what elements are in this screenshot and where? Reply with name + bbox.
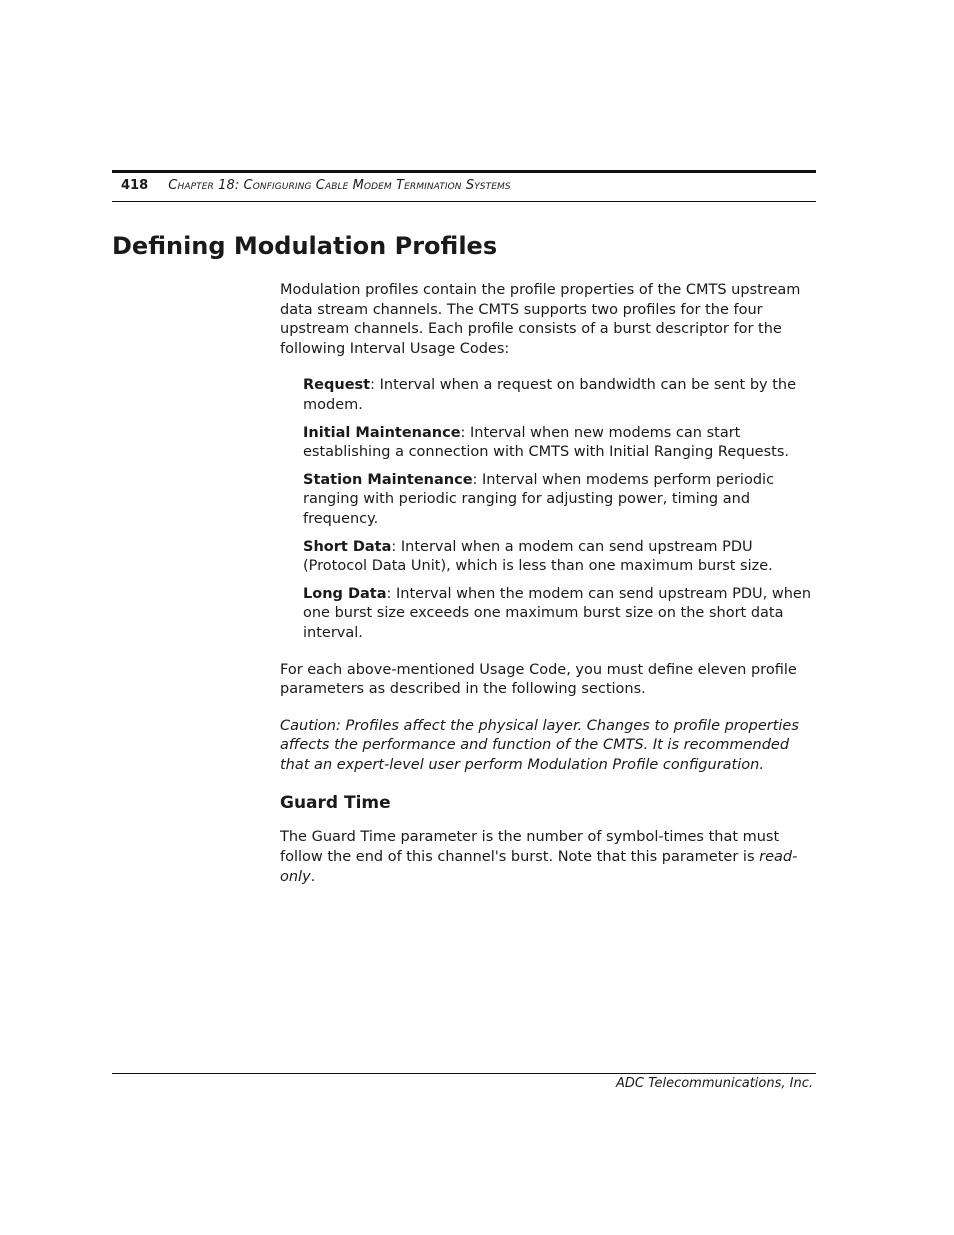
usage-code-description: : Interval when modems perform periodic ranging with periodic ranging for adjusting power, timing and frequency. bbox=[303, 471, 775, 527]
section-title: Defining Modulation Profiles bbox=[112, 232, 498, 260]
usage-code-term: Station Maintenance bbox=[303, 471, 473, 488]
chapter-title: Chapter 18: Configuring Cable Modem Termination Systems bbox=[168, 178, 511, 193]
caution-note: Caution: Profiles affect the physical layer. Changes to profile properties affects the performance and function of the CMTS. It is recommended that an expert-level user perform Modulation Profile configuration. bbox=[280, 717, 799, 773]
footer-rule bbox=[112, 1073, 816, 1074]
body-column bbox=[280, 281, 820, 887]
running-header bbox=[121, 178, 511, 194]
list-item bbox=[303, 376, 820, 415]
usage-code-list bbox=[303, 376, 820, 643]
footer-company: ADC Telecommunications, Inc. bbox=[616, 1076, 813, 1091]
page-number: 418 bbox=[121, 178, 149, 193]
usage-code-term: Request bbox=[303, 377, 371, 394]
list-item bbox=[303, 538, 820, 577]
subsection-title: Guard Time bbox=[280, 793, 391, 814]
usage-code-description: : Interval when a modem can send upstream PDU (Protocol Data Unit), which is less than one maximum burst size. bbox=[303, 538, 773, 575]
list-item bbox=[303, 424, 820, 463]
usage-code-note: For each above-mentioned Usage Code, you must define eleven profile parameters as described in the following sections. bbox=[280, 661, 797, 698]
usage-code-term: Initial Maintenance bbox=[303, 424, 461, 441]
intro-paragraph: Modulation profiles contain the profile properties of the CMTS upstream data stream channels. The CMTS supports two profiles for the four upstream channels. Each profile consists of a burst descriptor for the following Interval Usage Codes: bbox=[280, 282, 801, 357]
list-item bbox=[303, 585, 820, 644]
guard-time-text: The Guard Time parameter is the number of symbol-times that must follow the end of this channel's burst. Note that this parameter is bbox=[280, 829, 780, 866]
guard-time-text-end: . bbox=[310, 868, 316, 885]
usage-code-term: Short Data bbox=[303, 538, 392, 555]
usage-code-description: : Interval when new modems can start establishing a connection with CMTS with Initial Ranging Requests. bbox=[303, 424, 789, 461]
usage-code-term: Long Data bbox=[303, 585, 387, 602]
guard-time-paragraph bbox=[280, 828, 820, 887]
usage-code-description: : Interval when the modem can send upstream PDU, when one burst size exceeds one maximum burst size on the short data interval. bbox=[303, 585, 812, 641]
usage-code-description: : Interval when a request on bandwidth can be sent by the modem. bbox=[303, 377, 797, 413]
header-rule-bottom bbox=[112, 201, 816, 202]
header-rule-top bbox=[112, 170, 816, 173]
read-only-emphasis: read-only bbox=[280, 849, 798, 885]
list-item bbox=[303, 471, 820, 530]
